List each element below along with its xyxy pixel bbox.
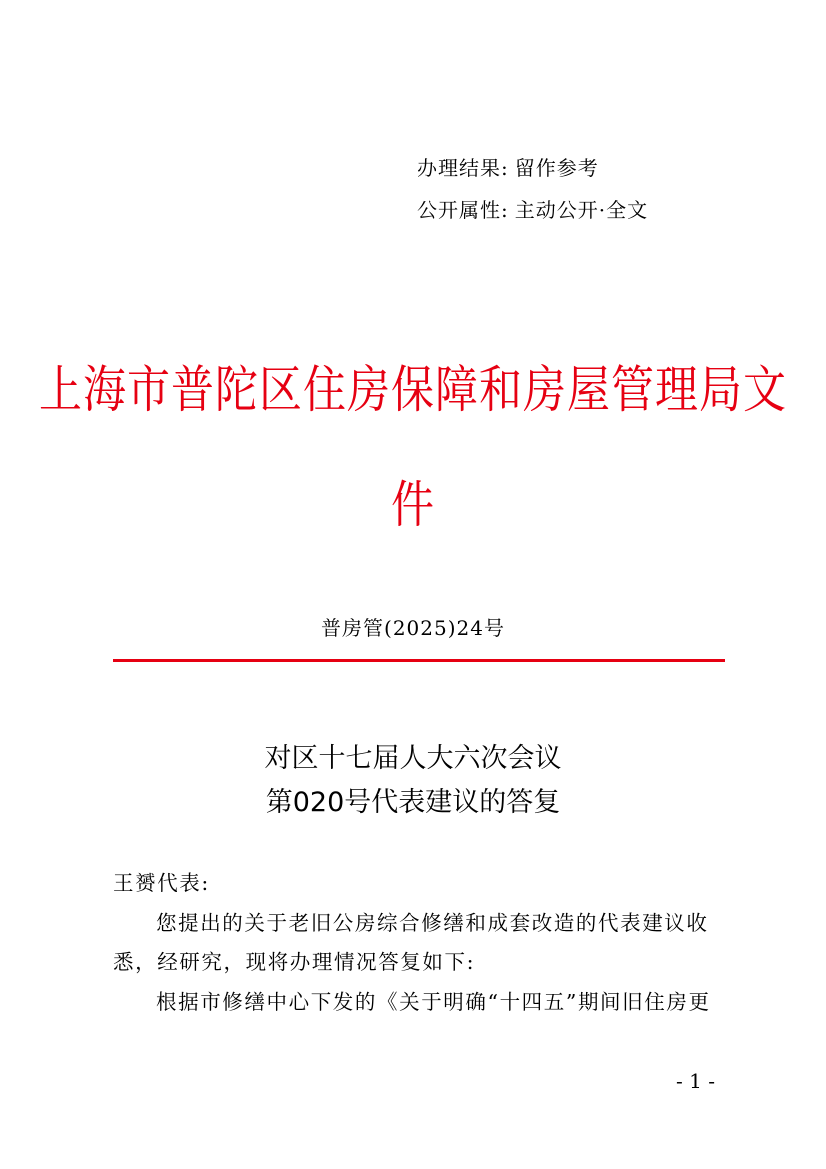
- issuing-authority-title-continued: 件: [391, 476, 435, 536]
- paragraph-2-line-1: 根据市修缮中心下发的《关于明确“十四五”期间旧住房更: [156, 990, 711, 1014]
- paragraph-1-line-1: 您提出的关于老旧公房综合修缮和成套改造的代表建议收: [156, 911, 709, 935]
- handling-result: [417, 152, 599, 181]
- paragraph-1-line-2: 悉，经研究，现将办理情况答复如下:: [113, 950, 476, 974]
- disclosure-attribute: [417, 194, 648, 223]
- issuing-authority-title: 上海市普陀区住房保障和房屋管理局文: [39, 361, 787, 421]
- red-divider-line: [113, 659, 725, 662]
- document-title-line2: 第020号代表建议的答复: [265, 787, 561, 818]
- handling-result-value: 留作参考: [514, 156, 599, 180]
- disclosure-attribute-value: 主动公开·全文: [514, 198, 649, 222]
- handling-result-label: 办理结果:: [417, 156, 509, 180]
- document-number: 普房管(2025)24号: [321, 616, 505, 640]
- salutation: 王赟代表:: [113, 871, 210, 895]
- page-number: - 1 -: [676, 1069, 715, 1093]
- document-title-line1: 对区十七届人大六次会议: [264, 743, 562, 774]
- disclosure-attribute-label: 公开属性:: [417, 198, 509, 222]
